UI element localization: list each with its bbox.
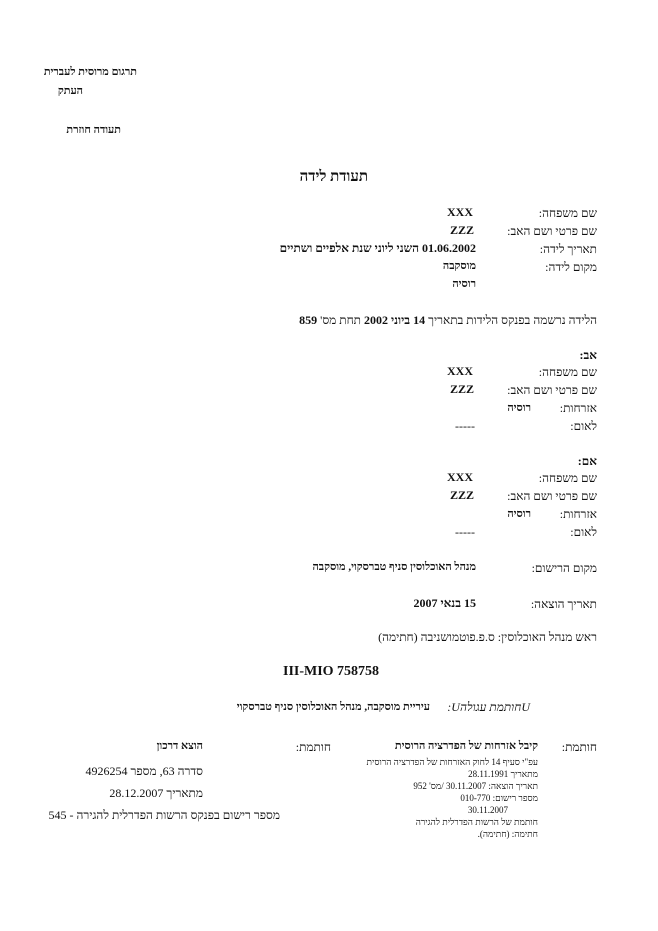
father-firstname: ZZZ <box>450 382 475 396</box>
stamp-right-line: עפ"י סעיף 14 לחוק האזרחות של הפדרציה הרוסית <box>366 757 538 767</box>
registration-date: 14 ביוני 2002 <box>364 313 426 327</box>
translation-note: תרגום מרוסית לעברית <box>43 66 137 78</box>
stamp-left-line3: מספר רישום בפנקס הרשות הפדרלית להגירה - 545 <box>48 808 280 822</box>
child-surname: XXX <box>447 205 473 219</box>
father-nationality-label: לאום: <box>570 419 597 433</box>
father-heading: אב: <box>579 348 597 362</box>
mother-firstname: ZZZ <box>450 488 475 502</box>
registration-sentence <box>299 313 597 328</box>
mother-heading: אם: <box>577 454 597 468</box>
registration-number: 859 <box>299 313 318 327</box>
child-firstname: ZZZ <box>450 223 475 237</box>
mother-nationality-label: לאום: <box>570 525 597 539</box>
page-title: תעודת לידה <box>299 169 368 185</box>
mother-surname: XXX <box>447 470 473 484</box>
round-stamp-label-text: Uחותמת עגולהU: <box>447 700 530 714</box>
father-surname-label: שם משפחה: <box>538 365 597 379</box>
child-pob-label: מקום לידה: <box>545 260 597 274</box>
certificate-number: III-MIO 758758 <box>283 664 380 679</box>
population-head: ראש מנהל האוכלוסין: ס.פ.פוטמושניבה (חתימה) <box>378 630 597 644</box>
child-surname-label: שם משפחה: <box>538 206 597 220</box>
registration-text-2: תחת מס' <box>320 313 361 327</box>
registration-text-1: הלידה נרשמה בפנקס הלידות בתאריך <box>428 313 597 327</box>
copy-note: העתק <box>57 85 83 97</box>
stamp-left-label: חותמת: <box>295 740 331 754</box>
round-stamp-text: עיריית מוסקבה, מנהל האוכלוסין סניף טברסקוי <box>236 701 430 713</box>
child-firstname-label: שם פרטי ושם האב: <box>507 224 597 238</box>
issue-date-label: תאריך הוצאה: <box>530 597 597 611</box>
stamp-right-line: 30.11.2007 <box>467 805 508 815</box>
stamp-left-line2: מתאריך 28.12.2007 <box>109 786 203 800</box>
stamp-right-line: מספר רישום: 010-770 <box>460 793 538 803</box>
mother-citizenship: רוסיה <box>507 508 531 520</box>
mother-citizenship-label: אזרחות: <box>559 507 597 521</box>
round-stamp-label <box>447 700 530 715</box>
registry-place-label: מקום הרישום: <box>531 561 597 575</box>
stamp-right-title: קיבל אזרחות של הפדרציה הרוסית <box>394 740 538 752</box>
child-dob: 01.06.2002 השני ליוני שנת אלפיים ושתיים <box>279 241 476 255</box>
stamp-right-line: תאריך הוצאה: 30.11.2007 /מס' 952 <box>413 781 538 791</box>
father-firstname-label: שם פרטי ושם האב: <box>507 383 597 397</box>
child-pob-country: רוסיה <box>452 278 476 290</box>
father-surname: XXX <box>447 364 473 378</box>
stamp-left-line1: סדרה 63, מספר 4926254 <box>85 764 203 778</box>
stamp-right-label: חותמת: <box>561 740 597 754</box>
father-citizenship-label: אזרחות: <box>559 401 597 415</box>
stamp-right-line: מתאריך 28.11.1991 <box>468 769 538 779</box>
stamp-left-title: הוצא דרכון <box>156 740 203 752</box>
child-pob-city: מוסקבה <box>442 260 476 272</box>
father-citizenship: רוסיה <box>507 402 531 414</box>
mother-surname-label: שם משפחה: <box>538 471 597 485</box>
mother-firstname-label: שם פרטי ושם האב: <box>507 489 597 503</box>
issue-date: 15 בנאי 2007 <box>413 596 476 610</box>
child-dob-label: תאריך לידה: <box>539 242 597 256</box>
registry-place: מנהל האוכלוסין סניף טברסקוי, מוסקבה <box>312 561 476 573</box>
stamp-right-line: חתימה: (חתימה). <box>477 829 538 839</box>
stamp-right-line: חותמת של הרשות הפדרלית להגירה <box>415 817 538 827</box>
mother-nationality: ----- <box>455 525 475 539</box>
father-nationality: ----- <box>455 419 475 433</box>
doc-kind: תעודה חוזרת <box>66 124 121 136</box>
